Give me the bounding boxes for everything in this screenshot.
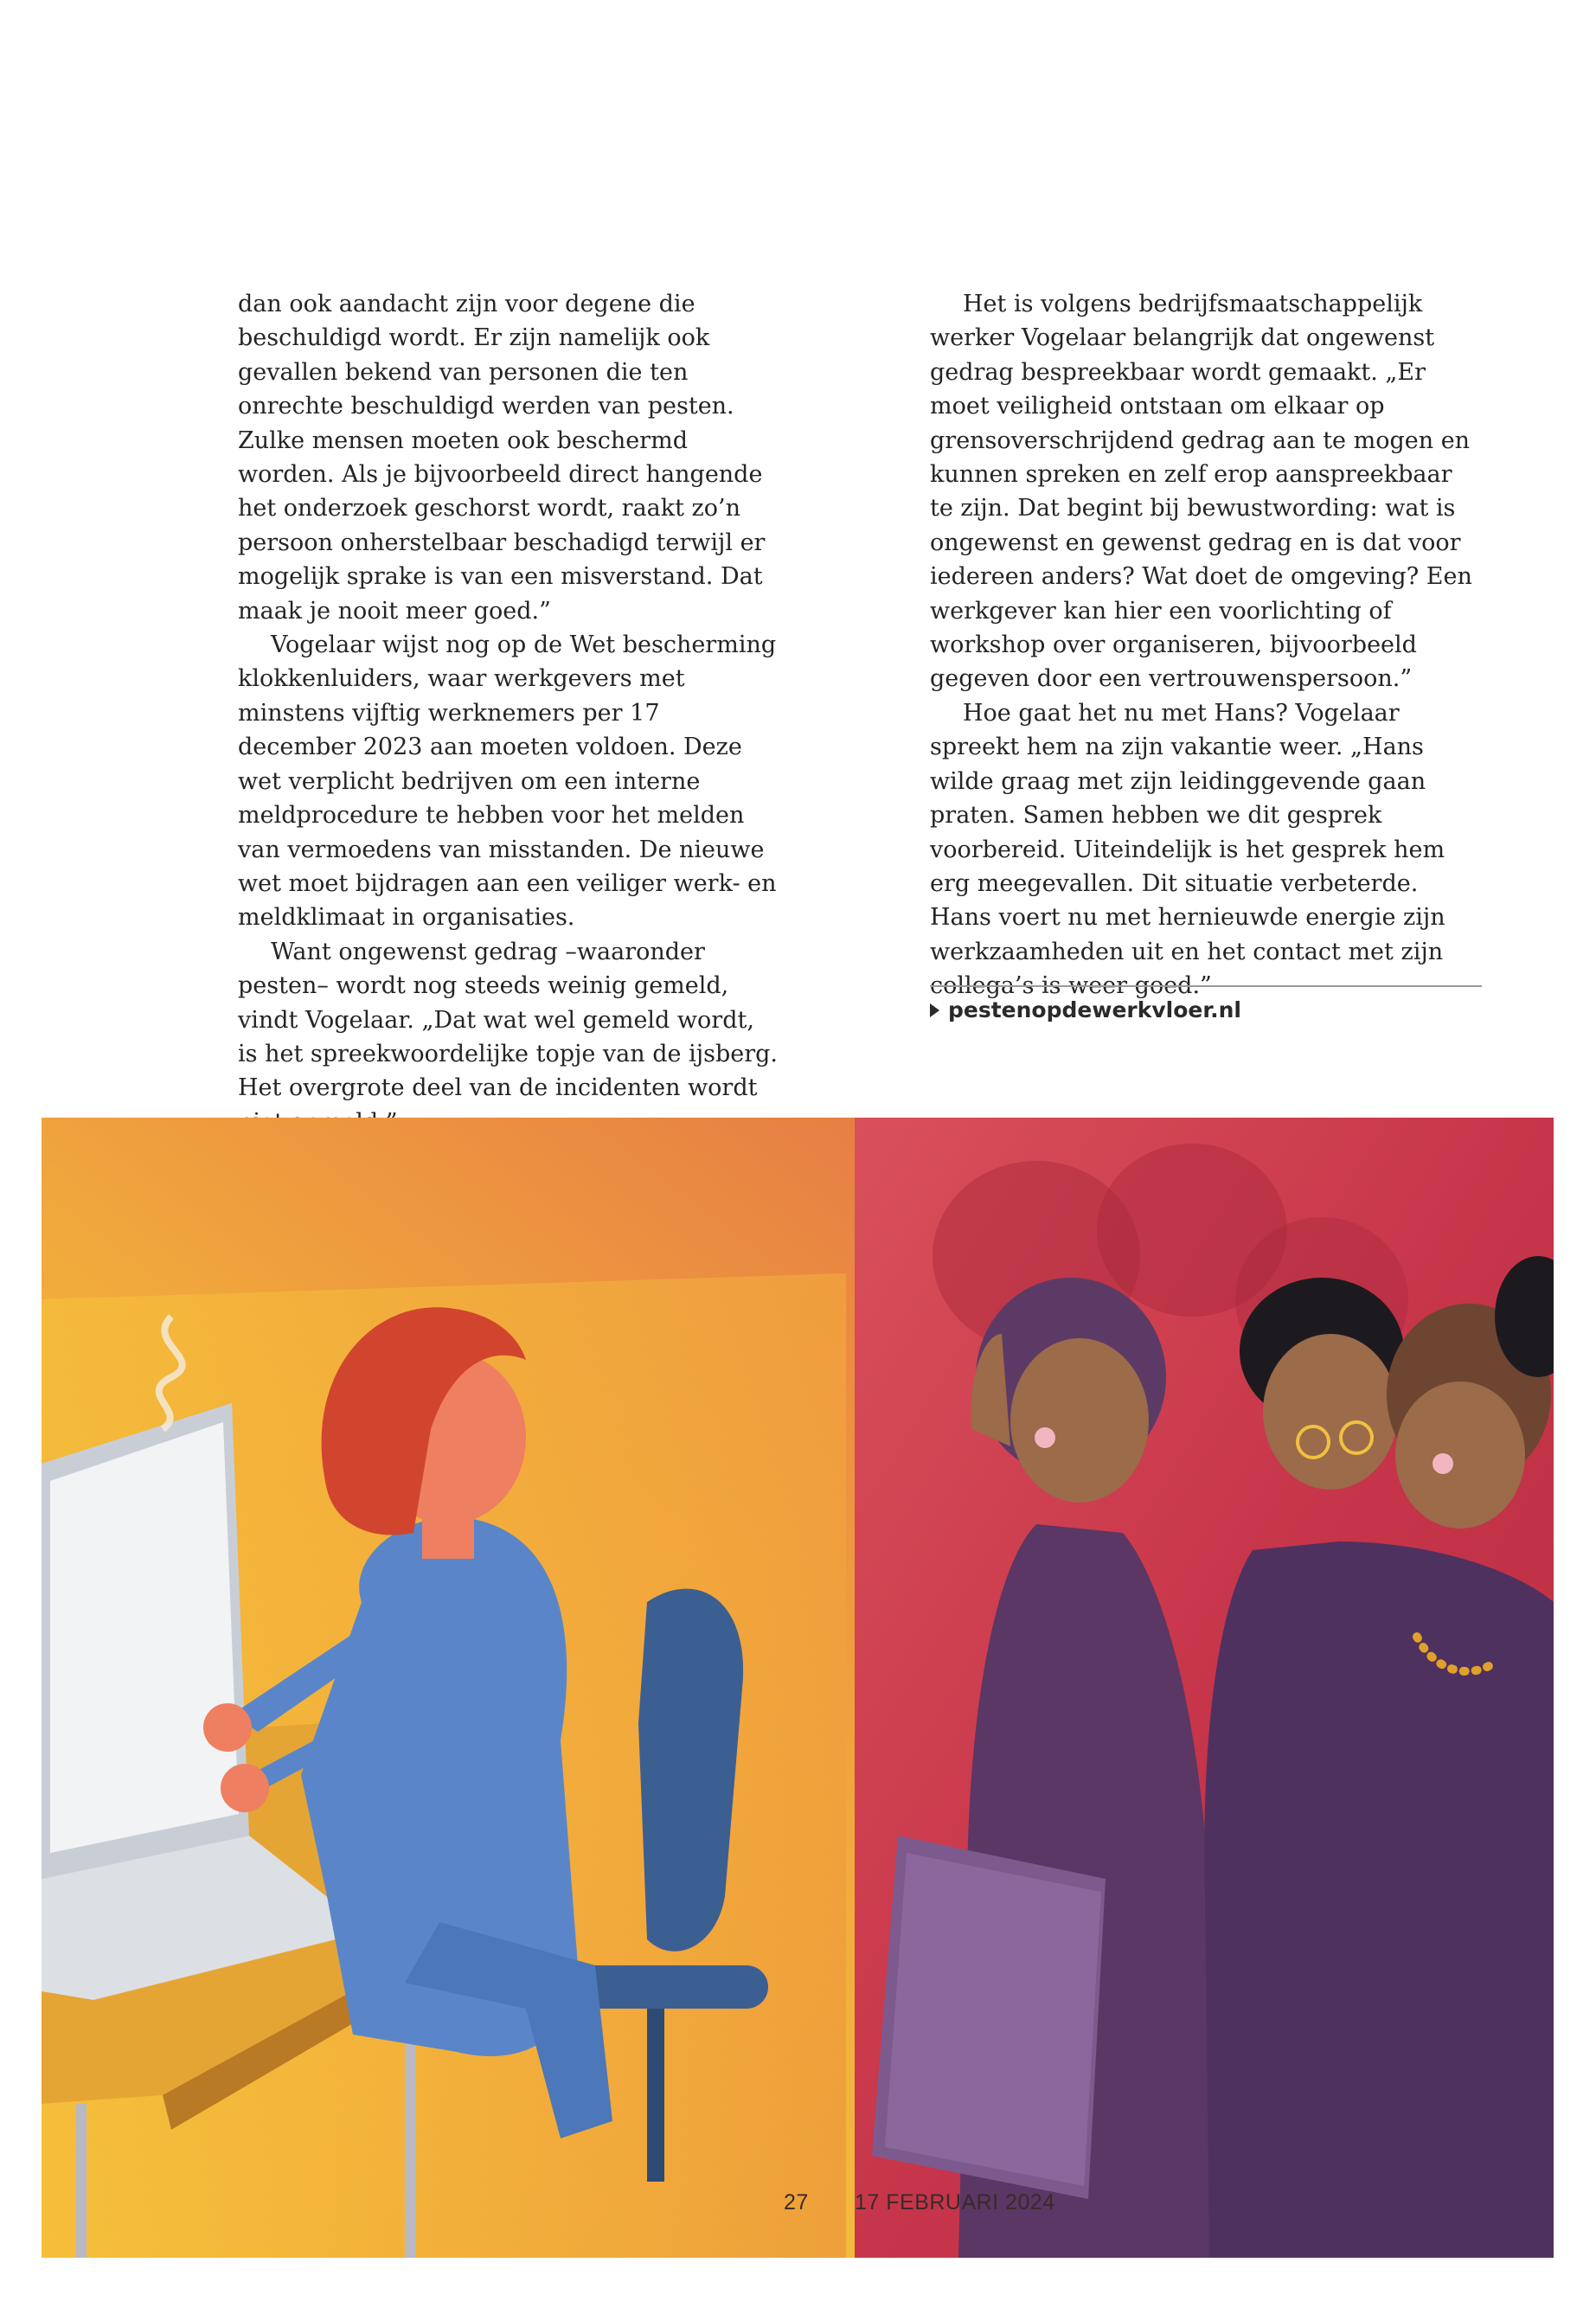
website-link[interactable] [930,995,1241,1026]
article-left-column [238,287,779,1139]
illustration [42,1118,1554,2258]
paragraph: Vogelaar wijst nog op de Wet bescherming klokkenluiders, waar werkgevers met minstens vijftig werknemers per 17 december 2023 aan moeten voldoen. Deze wet verplicht bedrijven om een interne meldprocedure te hebben voor het melden van vermoedens van misstanden. De nieuwe wet moet bijdragen aan een veiliger werk- en meldklimaat in organisaties. [238,631,777,932]
triangle-right-icon [930,1003,939,1017]
article-right-column [930,287,1482,1003]
website-link-text[interactable]: pestenopdewerkvloer.nl [948,997,1241,1022]
paragraph: dan ook aandacht zijn voor degene die beschuldigd wordt. Er zijn namelijk ook gevallen bekend van personen die ten onrechte beschuldigd werden van pesten. Zulke mensen moeten ook beschermd worden. Als je bijvoorbeeld direct hangende het onderzoek geschorst wordt, raakt zo’n persoon onherstelbaar beschadigd terwijl er mogelijk sprake is van een misverstand. Dat maak je nooit meer goed.” [238,291,766,625]
divider [930,985,1482,987]
page-number: 27 [784,2190,809,2214]
paragraph: Want ongewenst gedrag –waaronder pesten– wordt nog steeds weinig gemeld, vindt Vogelaar. „Dat wat wel gemeld wordt, is het spreekwoordelijke topje van de ijsberg. Het overgrote deel van de incidenten wordt [238,938,778,1102]
paragraph: Het is volgens bedrijfsmaatschappelijk werker Vogelaar belangrijk dat ongewenst gedrag bespreekbaar wordt gemaakt. „Er moet veiligheid ontstaan om elkaar op grensoverschrijdend gedrag aan te mogen en kunnen spreken en zelf erop aanspreekbaar te zijn. Dat begint bij bewustwording: wat is ongewenst en gewenst gedrag en is dat voor iedereen anders? Wat doet de omgeving? Een werkgever kan hier een voorlichting of workshop over organiseren, bijvoorbeeld gegeven door een vertrouwenspersoon.” [930,291,1472,693]
paragraph: Hoe gaat het nu met Hans? Vogelaar spreekt hem na zijn vakantie weer. „Hans wilde graag met zijn leidinggevende gaan praten. Samen hebben we dit gesprek voorbereid. Uiteindelijk is het gesprek hem erg meegevallen. Dit situatie verbeterde. Hans voert nu met hernieuwde energie zijn werkzaamheden uit en het contact met zijn collega’s is weer goed.” [930,699,1445,1000]
issue-date: 17 FEBRUARI 2024 [855,2190,1055,2214]
